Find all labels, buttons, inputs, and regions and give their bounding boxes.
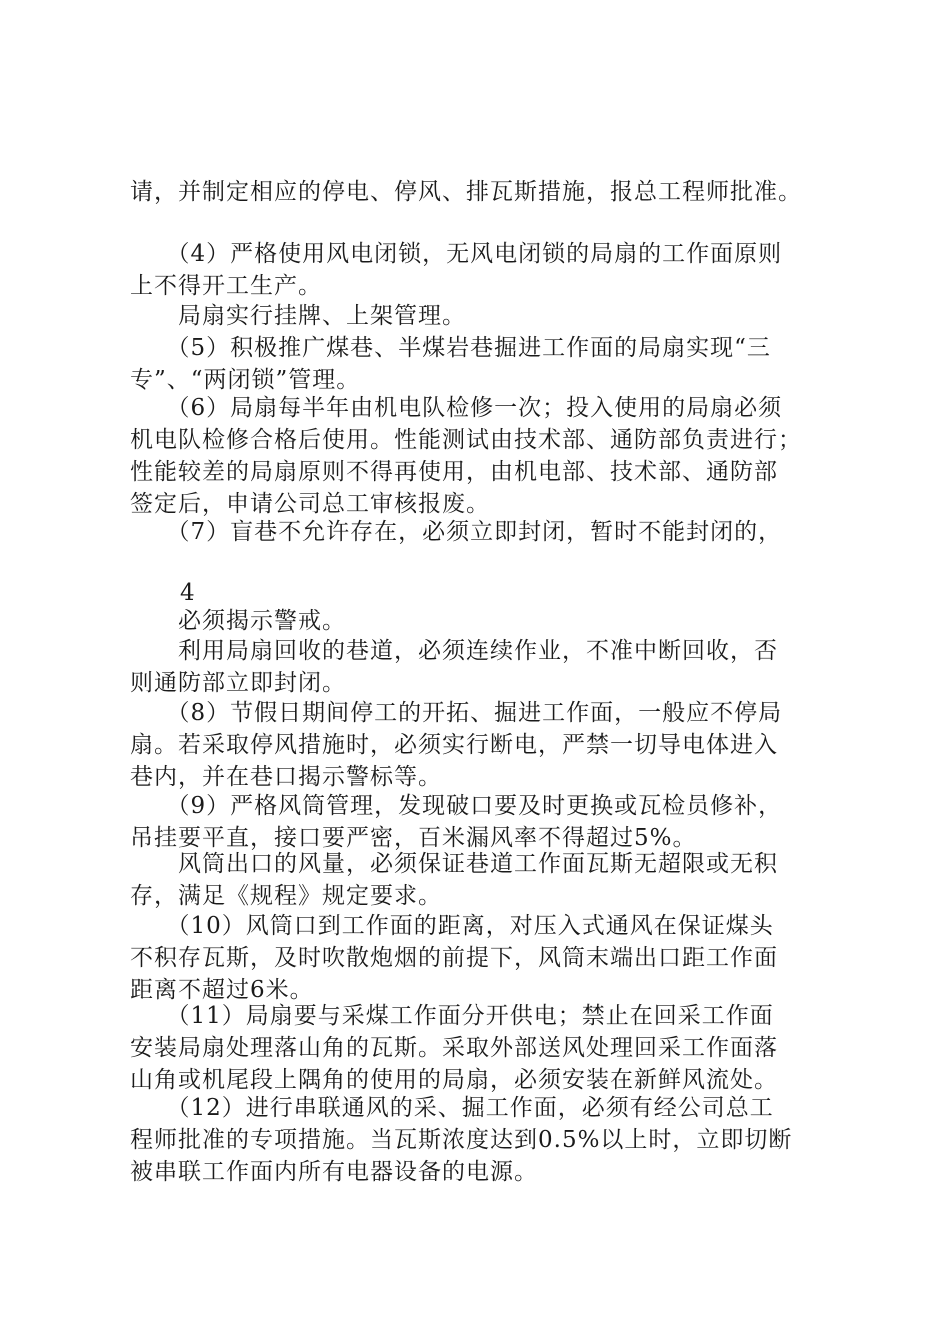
paragraph-warning-sign [130,605,840,637]
text-line: 上不得开工生产。 [130,273,322,299]
text-line: 山角或机尾段上隅角的使用的局扇，必须安装在新鲜风流处。 [130,1067,778,1093]
text-line: （9）严格风筒管理，发现破口要及时更换或瓦检员修补， [130,793,783,819]
paragraph-item-6 [130,392,840,520]
paragraph-item-7 [130,516,840,548]
paragraph-approval-continuation [130,176,840,208]
text-line: 距离不超过6米。 [130,977,314,1003]
text-line: 扇。若采取停风措施时，必须实行断电，严禁一切导电体进入 [130,732,778,758]
text-line: 性能较差的局扇原则不得再使用，由机电部、技术部、通防部 [130,459,778,485]
text-line: （10）风筒口到工作面的距离，对压入式通风在保证煤头 [130,913,774,939]
text-line: 必须揭示警戒。 [130,608,346,634]
text-line: 专”、“两闭锁”管理。 [130,367,361,393]
text-line: 被串联工作面内所有电器设备的电源。 [130,1159,538,1185]
text-line: 利用局扇回收的巷道，必须连续作业，不准中断回收，否 [130,638,778,664]
text-line: （5）积极推广煤巷、半煤岩巷掘进工作面的局扇实现“三 [130,335,771,361]
text-line: 风筒出口的风量，必须保证巷道工作面瓦斯无超限或无积 [130,851,778,877]
paragraph-fan-recovery [130,635,840,699]
paragraph-item-5 [130,332,840,396]
text-line: （6）局扇每半年由机电队检修一次；投入使用的局扇必须 [130,395,783,421]
text-line: 安装局扇处理落山角的瓦斯。采取外部送风处理回采工作面落 [130,1035,778,1061]
paragraph-item-10 [130,910,840,1006]
paragraph-item-9 [130,790,840,854]
page-number: 4 [180,580,195,606]
paragraph-duct-airflow [130,848,840,912]
text-line: 签定后，申请公司总工审核报废。 [130,491,490,517]
text-line: 不积存瓦斯，及时吹散炮烟的前提下，风筒末端出口距工作面 [130,945,778,971]
text-line: （8）节假日期间停工的开拓、掘进工作面，一般应不停局 [130,700,783,726]
text-line: 局扇实行挂牌、上架管理。 [130,303,466,329]
text-line: 机电队检修合格后使用。性能测试由技术部、通防部负责进行； [130,427,802,453]
paragraph-fan-tagging [130,300,840,332]
text-line: 巷内，并在巷口揭示警标等。 [130,764,442,790]
text-line: 程师批准的专项措施。当瓦斯浓度达到0.5%以上时，立即切断 [130,1127,793,1153]
paragraph-item-4 [130,238,840,302]
paragraph-item-8 [130,697,840,793]
paragraph-item-11 [130,1000,840,1096]
text-line: 存，满足《规程》规定要求。 [130,883,442,909]
paragraph-item-12 [130,1092,840,1188]
text-line: （4）严格使用风电闭锁，无风电闭锁的局扇的工作面原则 [130,241,783,267]
text-line: 则通防部立即封闭。 [130,670,346,696]
text-line: （12）进行串联通风的采、掘工作面，必须有经公司总工 [130,1095,774,1121]
text-line: （7）盲巷不允许存在，必须立即封闭，暂时不能封闭的， [130,519,783,545]
text-line: 请，并制定相应的停电、停风、排瓦斯措施，报总工程师批准。 [130,179,802,205]
text-line: 吊挂要平直，接口要严密，百米漏风率不得超过5%。 [130,825,697,851]
text-line: （11）局扇要与采煤工作面分开供电；禁止在回采工作面 [130,1003,774,1029]
